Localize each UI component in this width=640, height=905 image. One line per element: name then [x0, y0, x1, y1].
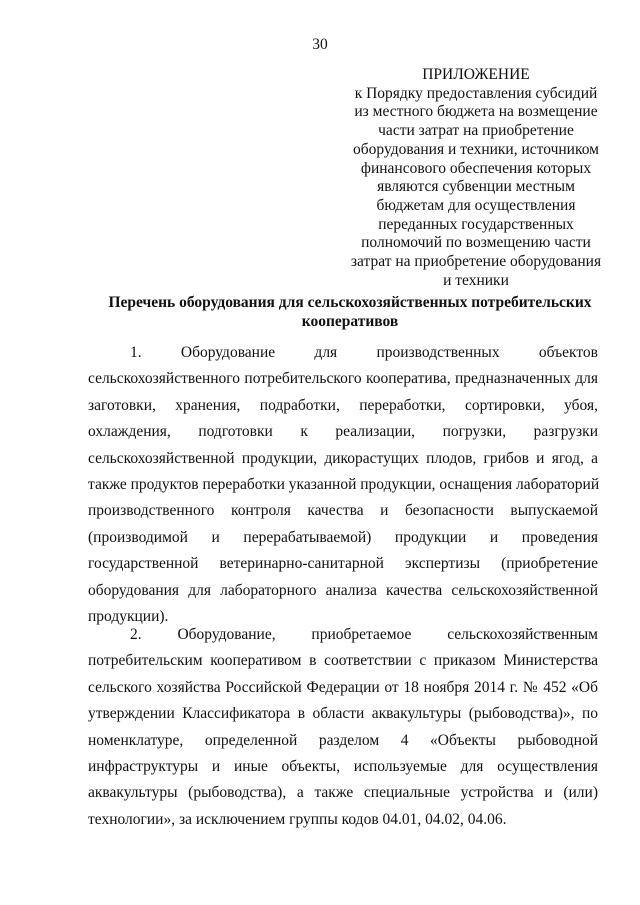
paragraph-item-2 [88, 622, 598, 833]
appendix-line: переданных государственных [378, 215, 574, 233]
paragraph-line: заготовки, хранения, подработки, переработки, сортировки, убоя, [88, 396, 598, 414]
appendix-line: к Порядку предоставления субсидий [354, 84, 598, 102]
appendix-line: части затрат на приобретение [378, 122, 574, 140]
appendix-line: финансового обеспечения которых [360, 159, 592, 177]
paragraph-line: номенклатуре, определенной разделом 4 «Объекты рыбоводной [88, 731, 598, 749]
paragraph-line: государственной ветеринарно-санитарной экспертизы (приобретение [88, 555, 598, 573]
paragraph-line: производственного контроля качества и безопасности выпускаемой [88, 502, 598, 520]
appendix-line: бюджетам для осуществления [376, 196, 576, 214]
paragraph-line: сельскохозяйственной продукции, дикорастущих плодов, грибов и ягод, а [88, 449, 598, 467]
paragraph-line: охлаждения, подготовки к реализации, погрузки, разгрузки [88, 423, 598, 441]
paragraph-line: (производимой и перерабатываемой) продукции и проведения [88, 528, 598, 546]
paragraph-line: сельского хозяйства Российской Федерации от 18 ноября 2014 г. № 452 «Об [88, 678, 598, 696]
paragraph-item-1 [88, 340, 598, 630]
appendix-line: полномочий по возмещению части [361, 234, 591, 252]
paragraph-line: 2. Оборудование, приобретаемое сельскохозяйственным [130, 626, 598, 643]
appendix-line: и техники [443, 271, 509, 289]
paragraph-line: технологии», за исключением группы кодов 04.01, 04.02, 04.06. [88, 810, 507, 828]
document-title [88, 294, 612, 331]
appendix-line: являются субвенции местным [377, 178, 575, 196]
page-number: 30 [312, 36, 328, 53]
appendix-line: затрат на приобретение оборудования [350, 253, 602, 271]
paragraph-line: инфраструктуры и иные объекты, используемые для осуществления [88, 757, 598, 775]
paragraph-line: аквакультуры (рыбоводства), а также специальные устройства и (или) [88, 784, 598, 802]
appendix-line: из местного бюджета на возмещение [354, 103, 598, 121]
paragraph-line: потребительским кооперативом в соответствии с приказом Министерства [88, 652, 598, 670]
appendix-heading: ПРИЛОЖЕНИЕ [422, 66, 530, 83]
title-line: Перечень оборудования для сельскохозяйственных потребительских [108, 294, 592, 311]
appendix-block [339, 66, 613, 290]
paragraph-line: утверждении Классификатора в области аквакультуры (рыбоводства)», по [88, 705, 598, 723]
title-line: кооперативов [301, 312, 399, 330]
paragraph-line: также продуктов переработки указанной продукции, оснащения лабораторий [88, 475, 600, 493]
paragraph-line: продукции). [88, 607, 169, 625]
paragraph-line: 1. Оборудование для производственных объектов [130, 344, 598, 361]
paragraph-line: сельскохозяйственного потребительского кооператива, предназначенных для [88, 370, 598, 388]
paragraph-line: оборудования для лабораторного анализа качества сельскохозяйственной [88, 581, 598, 599]
appendix-line: оборудования и техники, источником [353, 140, 599, 158]
